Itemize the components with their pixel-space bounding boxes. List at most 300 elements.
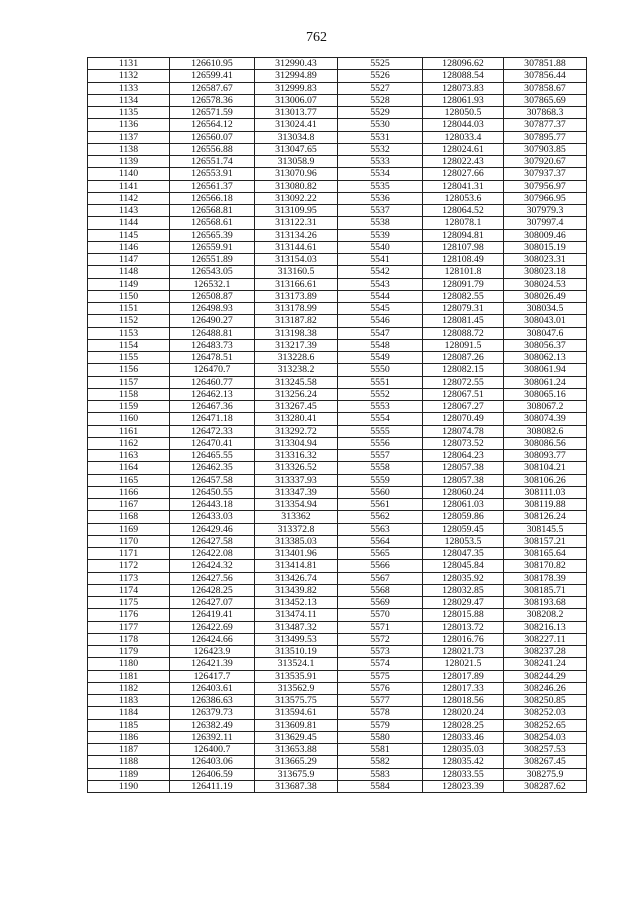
- y-coordinate-cell: 313122.31: [255, 217, 338, 229]
- x-coordinate-cell: 128035.92: [423, 572, 504, 584]
- y-coordinate-cell: 313070.96: [255, 168, 338, 180]
- y-coordinate-cell: 313109.95: [255, 205, 338, 217]
- table-row: [88, 646, 587, 658]
- point-number-cell: 5578: [338, 707, 423, 719]
- point-number-cell: 1152: [88, 315, 170, 327]
- y-coordinate-cell: 308216.13: [504, 621, 587, 633]
- table-row: [88, 731, 587, 743]
- y-coordinate-cell: 308106.26: [504, 474, 587, 486]
- point-number-cell: 1137: [88, 131, 170, 143]
- point-number-cell: 5532: [338, 143, 423, 155]
- table-row: [88, 658, 587, 670]
- x-coordinate-cell: 126382.49: [170, 719, 255, 731]
- point-number-cell: 1146: [88, 241, 170, 253]
- table-row: [88, 364, 587, 376]
- y-coordinate-cell: 313687.38: [255, 780, 338, 792]
- point-number-cell: 1162: [88, 437, 170, 449]
- table-row: [88, 401, 587, 413]
- y-coordinate-cell: 313154.03: [255, 254, 338, 266]
- point-number-cell: 5541: [338, 254, 423, 266]
- y-coordinate-cell: 308062.13: [504, 352, 587, 364]
- point-number-cell: 1182: [88, 682, 170, 694]
- point-number-cell: 1179: [88, 646, 170, 658]
- y-coordinate-cell: 313372.8: [255, 523, 338, 535]
- point-number-cell: 1157: [88, 376, 170, 388]
- y-coordinate-cell: 308111.03: [504, 486, 587, 498]
- point-number-cell: 1135: [88, 107, 170, 119]
- x-coordinate-cell: 126424.66: [170, 633, 255, 645]
- x-coordinate-cell: 126553.91: [170, 168, 255, 180]
- point-number-cell: 1133: [88, 82, 170, 94]
- x-coordinate-cell: 128050.5: [423, 107, 504, 119]
- x-coordinate-cell: 128035.42: [423, 756, 504, 768]
- y-coordinate-cell: 308023.18: [504, 266, 587, 278]
- x-coordinate-cell: 126508.87: [170, 290, 255, 302]
- x-coordinate-cell: 126559.91: [170, 241, 255, 253]
- point-number-cell: 1165: [88, 474, 170, 486]
- point-number-cell: 5536: [338, 192, 423, 204]
- y-coordinate-cell: 307851.88: [504, 58, 587, 70]
- y-coordinate-cell: 313562.9: [255, 682, 338, 694]
- y-coordinate-cell: 308056.37: [504, 339, 587, 351]
- point-number-cell: 1166: [88, 486, 170, 498]
- point-number-cell: 1153: [88, 327, 170, 339]
- x-coordinate-cell: 126556.88: [170, 143, 255, 155]
- point-number-cell: 1164: [88, 462, 170, 474]
- x-coordinate-cell: 128107.98: [423, 241, 504, 253]
- point-number-cell: 5540: [338, 241, 423, 253]
- point-number-cell: 5551: [338, 376, 423, 388]
- table-row: [88, 780, 587, 792]
- x-coordinate-cell: 128041.31: [423, 180, 504, 192]
- x-coordinate-cell: 126422.08: [170, 548, 255, 560]
- x-coordinate-cell: 128013.72: [423, 621, 504, 633]
- x-coordinate-cell: 126424.32: [170, 560, 255, 572]
- x-coordinate-cell: 128018.56: [423, 695, 504, 707]
- x-coordinate-cell: 126465.55: [170, 450, 255, 462]
- y-coordinate-cell: 307858.67: [504, 82, 587, 94]
- point-number-cell: 5528: [338, 94, 423, 106]
- y-coordinate-cell: 308244.29: [504, 670, 587, 682]
- table-row: [88, 180, 587, 192]
- x-coordinate-cell: 126392.11: [170, 731, 255, 743]
- table-row: [88, 143, 587, 155]
- point-number-cell: 1143: [88, 205, 170, 217]
- x-coordinate-cell: 128072.55: [423, 376, 504, 388]
- point-number-cell: 5573: [338, 646, 423, 658]
- y-coordinate-cell: 313006.07: [255, 94, 338, 106]
- y-coordinate-cell: 308061.94: [504, 364, 587, 376]
- y-coordinate-cell: 313178.99: [255, 303, 338, 315]
- y-coordinate-cell: 313058.9: [255, 156, 338, 168]
- x-coordinate-cell: 126417.7: [170, 670, 255, 682]
- table-row: [88, 217, 587, 229]
- y-coordinate-cell: 313510.19: [255, 646, 338, 658]
- x-coordinate-cell: 126427.56: [170, 572, 255, 584]
- table-row: [88, 744, 587, 756]
- point-number-cell: 5534: [338, 168, 423, 180]
- point-number-cell: 1174: [88, 584, 170, 596]
- point-number-cell: 1154: [88, 339, 170, 351]
- x-coordinate-cell: 128101.8: [423, 266, 504, 278]
- table-row: [88, 339, 587, 351]
- y-coordinate-cell: 308185.71: [504, 584, 587, 596]
- x-coordinate-cell: 126471.18: [170, 413, 255, 425]
- x-coordinate-cell: 126460.77: [170, 376, 255, 388]
- point-number-cell: 1142: [88, 192, 170, 204]
- x-coordinate-cell: 128061.03: [423, 499, 504, 511]
- x-coordinate-cell: 126490.27: [170, 315, 255, 327]
- x-coordinate-cell: 128074.78: [423, 425, 504, 437]
- x-coordinate-cell: 128082.15: [423, 364, 504, 376]
- point-number-cell: 5527: [338, 82, 423, 94]
- point-number-cell: 1161: [88, 425, 170, 437]
- y-coordinate-cell: 308047.6: [504, 327, 587, 339]
- x-coordinate-cell: 126472.33: [170, 425, 255, 437]
- x-coordinate-cell: 128091.5: [423, 339, 504, 351]
- x-coordinate-cell: 126433.03: [170, 511, 255, 523]
- y-coordinate-cell: 313499.53: [255, 633, 338, 645]
- y-coordinate-cell: 313144.61: [255, 241, 338, 253]
- y-coordinate-cell: 313267.45: [255, 401, 338, 413]
- point-number-cell: 1141: [88, 180, 170, 192]
- table-row: [88, 523, 587, 535]
- y-coordinate-cell: 308178.39: [504, 572, 587, 584]
- point-number-cell: 1180: [88, 658, 170, 670]
- point-number-cell: 1147: [88, 254, 170, 266]
- x-coordinate-cell: 128073.52: [423, 437, 504, 449]
- point-number-cell: 1150: [88, 290, 170, 302]
- x-coordinate-cell: 126462.13: [170, 388, 255, 400]
- point-number-cell: 1136: [88, 119, 170, 131]
- x-coordinate-cell: 126422.69: [170, 621, 255, 633]
- x-coordinate-cell: 126427.07: [170, 597, 255, 609]
- point-number-cell: 5571: [338, 621, 423, 633]
- table-row: [88, 327, 587, 339]
- table-row: [88, 94, 587, 106]
- y-coordinate-cell: 313337.93: [255, 474, 338, 486]
- x-coordinate-cell: 128108.49: [423, 254, 504, 266]
- x-coordinate-cell: 128028.25: [423, 719, 504, 731]
- x-coordinate-cell: 126610.95: [170, 58, 255, 70]
- x-coordinate-cell: 128035.03: [423, 744, 504, 756]
- point-number-cell: 1176: [88, 609, 170, 621]
- x-coordinate-cell: 126427.58: [170, 535, 255, 547]
- y-coordinate-cell: 308104.21: [504, 462, 587, 474]
- x-coordinate-cell: 126406.59: [170, 768, 255, 780]
- x-coordinate-cell: 128044.03: [423, 119, 504, 131]
- table-row: [88, 707, 587, 719]
- table-row: [88, 511, 587, 523]
- x-coordinate-cell: 126403.61: [170, 682, 255, 694]
- point-number-cell: 1160: [88, 413, 170, 425]
- y-coordinate-cell: 308241.24: [504, 658, 587, 670]
- x-coordinate-cell: 126551.89: [170, 254, 255, 266]
- x-coordinate-cell: 128022.43: [423, 156, 504, 168]
- y-coordinate-cell: 312994.89: [255, 70, 338, 82]
- x-coordinate-cell: 128057.38: [423, 462, 504, 474]
- y-coordinate-cell: 308009.46: [504, 229, 587, 241]
- point-number-cell: 5537: [338, 205, 423, 217]
- y-coordinate-cell: 313629.45: [255, 731, 338, 743]
- y-coordinate-cell: 308250.85: [504, 695, 587, 707]
- point-number-cell: 1131: [88, 58, 170, 70]
- table-row: [88, 156, 587, 168]
- y-coordinate-cell: 308026.49: [504, 290, 587, 302]
- point-number-cell: 1149: [88, 278, 170, 290]
- point-number-cell: 5542: [338, 266, 423, 278]
- x-coordinate-cell: 128081.45: [423, 315, 504, 327]
- x-coordinate-cell: 126467.36: [170, 401, 255, 413]
- y-coordinate-cell: 313487.32: [255, 621, 338, 633]
- x-coordinate-cell: 126423.9: [170, 646, 255, 658]
- table-row: [88, 192, 587, 204]
- x-coordinate-cell: 128045.84: [423, 560, 504, 572]
- table-row: [88, 695, 587, 707]
- point-number-cell: 5554: [338, 413, 423, 425]
- point-number-cell: 5584: [338, 780, 423, 792]
- y-coordinate-cell: 308034.5: [504, 303, 587, 315]
- point-number-cell: 1188: [88, 756, 170, 768]
- table-row: [88, 682, 587, 694]
- point-number-cell: 1187: [88, 744, 170, 756]
- y-coordinate-cell: 307856.44: [504, 70, 587, 82]
- point-number-cell: 5544: [338, 290, 423, 302]
- x-coordinate-cell: 128027.66: [423, 168, 504, 180]
- y-coordinate-cell: 307966.95: [504, 192, 587, 204]
- y-coordinate-cell: 313217.39: [255, 339, 338, 351]
- y-coordinate-cell: 313304.94: [255, 437, 338, 449]
- point-number-cell: 1178: [88, 633, 170, 645]
- y-coordinate-cell: 308067.2: [504, 401, 587, 413]
- point-number-cell: 1139: [88, 156, 170, 168]
- x-coordinate-cell: 128053.5: [423, 535, 504, 547]
- x-coordinate-cell: 128067.51: [423, 388, 504, 400]
- y-coordinate-cell: 313439.82: [255, 584, 338, 596]
- table-row: [88, 609, 587, 621]
- point-number-cell: 1159: [88, 401, 170, 413]
- x-coordinate-cell: 128015.88: [423, 609, 504, 621]
- x-coordinate-cell: 128057.38: [423, 474, 504, 486]
- y-coordinate-cell: 308015.19: [504, 241, 587, 253]
- table-row: [88, 474, 587, 486]
- x-coordinate-cell: 126470.7: [170, 364, 255, 376]
- point-number-cell: 5529: [338, 107, 423, 119]
- y-coordinate-cell: 308254.03: [504, 731, 587, 743]
- point-number-cell: 1158: [88, 388, 170, 400]
- coordinates-table: [87, 57, 587, 793]
- point-number-cell: 1156: [88, 364, 170, 376]
- table-row: [88, 266, 587, 278]
- y-coordinate-cell: 313665.29: [255, 756, 338, 768]
- point-number-cell: 5577: [338, 695, 423, 707]
- table-row: [88, 584, 587, 596]
- y-coordinate-cell: 308227.11: [504, 633, 587, 645]
- table-row: [88, 768, 587, 780]
- x-coordinate-cell: 126386.63: [170, 695, 255, 707]
- y-coordinate-cell: 307868.3: [504, 107, 587, 119]
- point-number-cell: 5546: [338, 315, 423, 327]
- y-coordinate-cell: 308237.28: [504, 646, 587, 658]
- x-coordinate-cell: 128064.23: [423, 450, 504, 462]
- y-coordinate-cell: 313653.88: [255, 744, 338, 756]
- y-coordinate-cell: 308252.65: [504, 719, 587, 731]
- point-number-cell: 1151: [88, 303, 170, 315]
- y-coordinate-cell: 307956.97: [504, 180, 587, 192]
- table-row: [88, 290, 587, 302]
- point-number-cell: 5567: [338, 572, 423, 584]
- point-number-cell: 5557: [338, 450, 423, 462]
- y-coordinate-cell: 308275.9: [504, 768, 587, 780]
- y-coordinate-cell: 308065.16: [504, 388, 587, 400]
- table-row: [88, 450, 587, 462]
- y-coordinate-cell: 313080.82: [255, 180, 338, 192]
- point-number-cell: 5563: [338, 523, 423, 535]
- table-row: [88, 119, 587, 131]
- x-coordinate-cell: 126403.06: [170, 756, 255, 768]
- y-coordinate-cell: 313675.9: [255, 768, 338, 780]
- y-coordinate-cell: 308267.45: [504, 756, 587, 768]
- x-coordinate-cell: 126564.12: [170, 119, 255, 131]
- point-number-cell: 5580: [338, 731, 423, 743]
- y-coordinate-cell: 313354.94: [255, 499, 338, 511]
- x-coordinate-cell: 126498.93: [170, 303, 255, 315]
- x-coordinate-cell: 126419.41: [170, 609, 255, 621]
- y-coordinate-cell: 308193.68: [504, 597, 587, 609]
- y-coordinate-cell: 307877.37: [504, 119, 587, 131]
- x-coordinate-cell: 126571.59: [170, 107, 255, 119]
- x-coordinate-cell: 128017.89: [423, 670, 504, 682]
- y-coordinate-cell: 308082.6: [504, 425, 587, 437]
- point-number-cell: 5575: [338, 670, 423, 682]
- y-coordinate-cell: 313609.81: [255, 719, 338, 731]
- y-coordinate-cell: 307979.3: [504, 205, 587, 217]
- x-coordinate-cell: 126470.41: [170, 437, 255, 449]
- point-number-cell: 1134: [88, 94, 170, 106]
- y-coordinate-cell: 313173.89: [255, 290, 338, 302]
- y-coordinate-cell: 308023.31: [504, 254, 587, 266]
- table-row: [88, 719, 587, 731]
- x-coordinate-cell: 128064.52: [423, 205, 504, 217]
- point-number-cell: 5539: [338, 229, 423, 241]
- y-coordinate-cell: 312999.83: [255, 82, 338, 94]
- x-coordinate-cell: 126411.19: [170, 780, 255, 792]
- point-number-cell: 1155: [88, 352, 170, 364]
- x-coordinate-cell: 128033.55: [423, 768, 504, 780]
- y-coordinate-cell: 313316.32: [255, 450, 338, 462]
- y-coordinate-cell: 313228.6: [255, 352, 338, 364]
- x-coordinate-cell: 126565.39: [170, 229, 255, 241]
- point-number-cell: 5558: [338, 462, 423, 474]
- y-coordinate-cell: 313292.72: [255, 425, 338, 437]
- point-number-cell: 1168: [88, 511, 170, 523]
- table-row: [88, 303, 587, 315]
- y-coordinate-cell: 313238.2: [255, 364, 338, 376]
- y-coordinate-cell: 313347.39: [255, 486, 338, 498]
- x-coordinate-cell: 126421.39: [170, 658, 255, 670]
- x-coordinate-cell: 126599.41: [170, 70, 255, 82]
- table-row: [88, 131, 587, 143]
- y-coordinate-cell: 313280.41: [255, 413, 338, 425]
- y-coordinate-cell: 313362: [255, 511, 338, 523]
- x-coordinate-cell: 126483.73: [170, 339, 255, 351]
- x-coordinate-cell: 128033.4: [423, 131, 504, 143]
- y-coordinate-cell: 307937.37: [504, 168, 587, 180]
- table-row: [88, 572, 587, 584]
- y-coordinate-cell: 313034.8: [255, 131, 338, 143]
- table-row: [88, 254, 587, 266]
- point-number-cell: 5568: [338, 584, 423, 596]
- x-coordinate-cell: 128067.27: [423, 401, 504, 413]
- table-row: [88, 621, 587, 633]
- x-coordinate-cell: 128082.55: [423, 290, 504, 302]
- point-number-cell: 5576: [338, 682, 423, 694]
- y-coordinate-cell: 308074.39: [504, 413, 587, 425]
- y-coordinate-cell: 313166.61: [255, 278, 338, 290]
- y-coordinate-cell: 308170.82: [504, 560, 587, 572]
- y-coordinate-cell: 308157.21: [504, 535, 587, 547]
- y-coordinate-cell: 313452.13: [255, 597, 338, 609]
- y-coordinate-cell: 313024.41: [255, 119, 338, 131]
- point-number-cell: 5572: [338, 633, 423, 645]
- x-coordinate-cell: 126587.67: [170, 82, 255, 94]
- table-row: [88, 315, 587, 327]
- point-number-cell: 5579: [338, 719, 423, 731]
- point-number-cell: 1148: [88, 266, 170, 278]
- coordinates-table-body: [88, 58, 587, 793]
- x-coordinate-cell: 128017.33: [423, 682, 504, 694]
- y-coordinate-cell: 313047.65: [255, 143, 338, 155]
- x-coordinate-cell: 128033.46: [423, 731, 504, 743]
- table-row: [88, 670, 587, 682]
- point-number-cell: 1170: [88, 535, 170, 547]
- point-number-cell: 5535: [338, 180, 423, 192]
- point-number-cell: 5538: [338, 217, 423, 229]
- point-number-cell: 1184: [88, 707, 170, 719]
- point-number-cell: 5559: [338, 474, 423, 486]
- point-number-cell: 1189: [88, 768, 170, 780]
- x-coordinate-cell: 126551.74: [170, 156, 255, 168]
- y-coordinate-cell: 313256.24: [255, 388, 338, 400]
- y-coordinate-cell: 313594.61: [255, 707, 338, 719]
- y-coordinate-cell: 313426.74: [255, 572, 338, 584]
- point-number-cell: 5550: [338, 364, 423, 376]
- x-coordinate-cell: 128088.54: [423, 70, 504, 82]
- point-number-cell: 5583: [338, 768, 423, 780]
- table-row: [88, 278, 587, 290]
- x-coordinate-cell: 126488.81: [170, 327, 255, 339]
- x-coordinate-cell: 128024.61: [423, 143, 504, 155]
- point-number-cell: 5552: [338, 388, 423, 400]
- point-number-cell: 5553: [338, 401, 423, 413]
- point-number-cell: 1171: [88, 548, 170, 560]
- y-coordinate-cell: 312990.43: [255, 58, 338, 70]
- y-coordinate-cell: 313414.81: [255, 560, 338, 572]
- point-number-cell: 5570: [338, 609, 423, 621]
- x-coordinate-cell: 126429.46: [170, 523, 255, 535]
- point-number-cell: 5530: [338, 119, 423, 131]
- point-number-cell: 1190: [88, 780, 170, 792]
- y-coordinate-cell: 313187.82: [255, 315, 338, 327]
- table-row: [88, 437, 587, 449]
- x-coordinate-cell: 128021.5: [423, 658, 504, 670]
- point-number-cell: 5526: [338, 70, 423, 82]
- point-number-cell: 1167: [88, 499, 170, 511]
- x-coordinate-cell: 126428.25: [170, 584, 255, 596]
- x-coordinate-cell: 126400.7: [170, 744, 255, 756]
- x-coordinate-cell: 128070.49: [423, 413, 504, 425]
- point-number-cell: 1175: [88, 597, 170, 609]
